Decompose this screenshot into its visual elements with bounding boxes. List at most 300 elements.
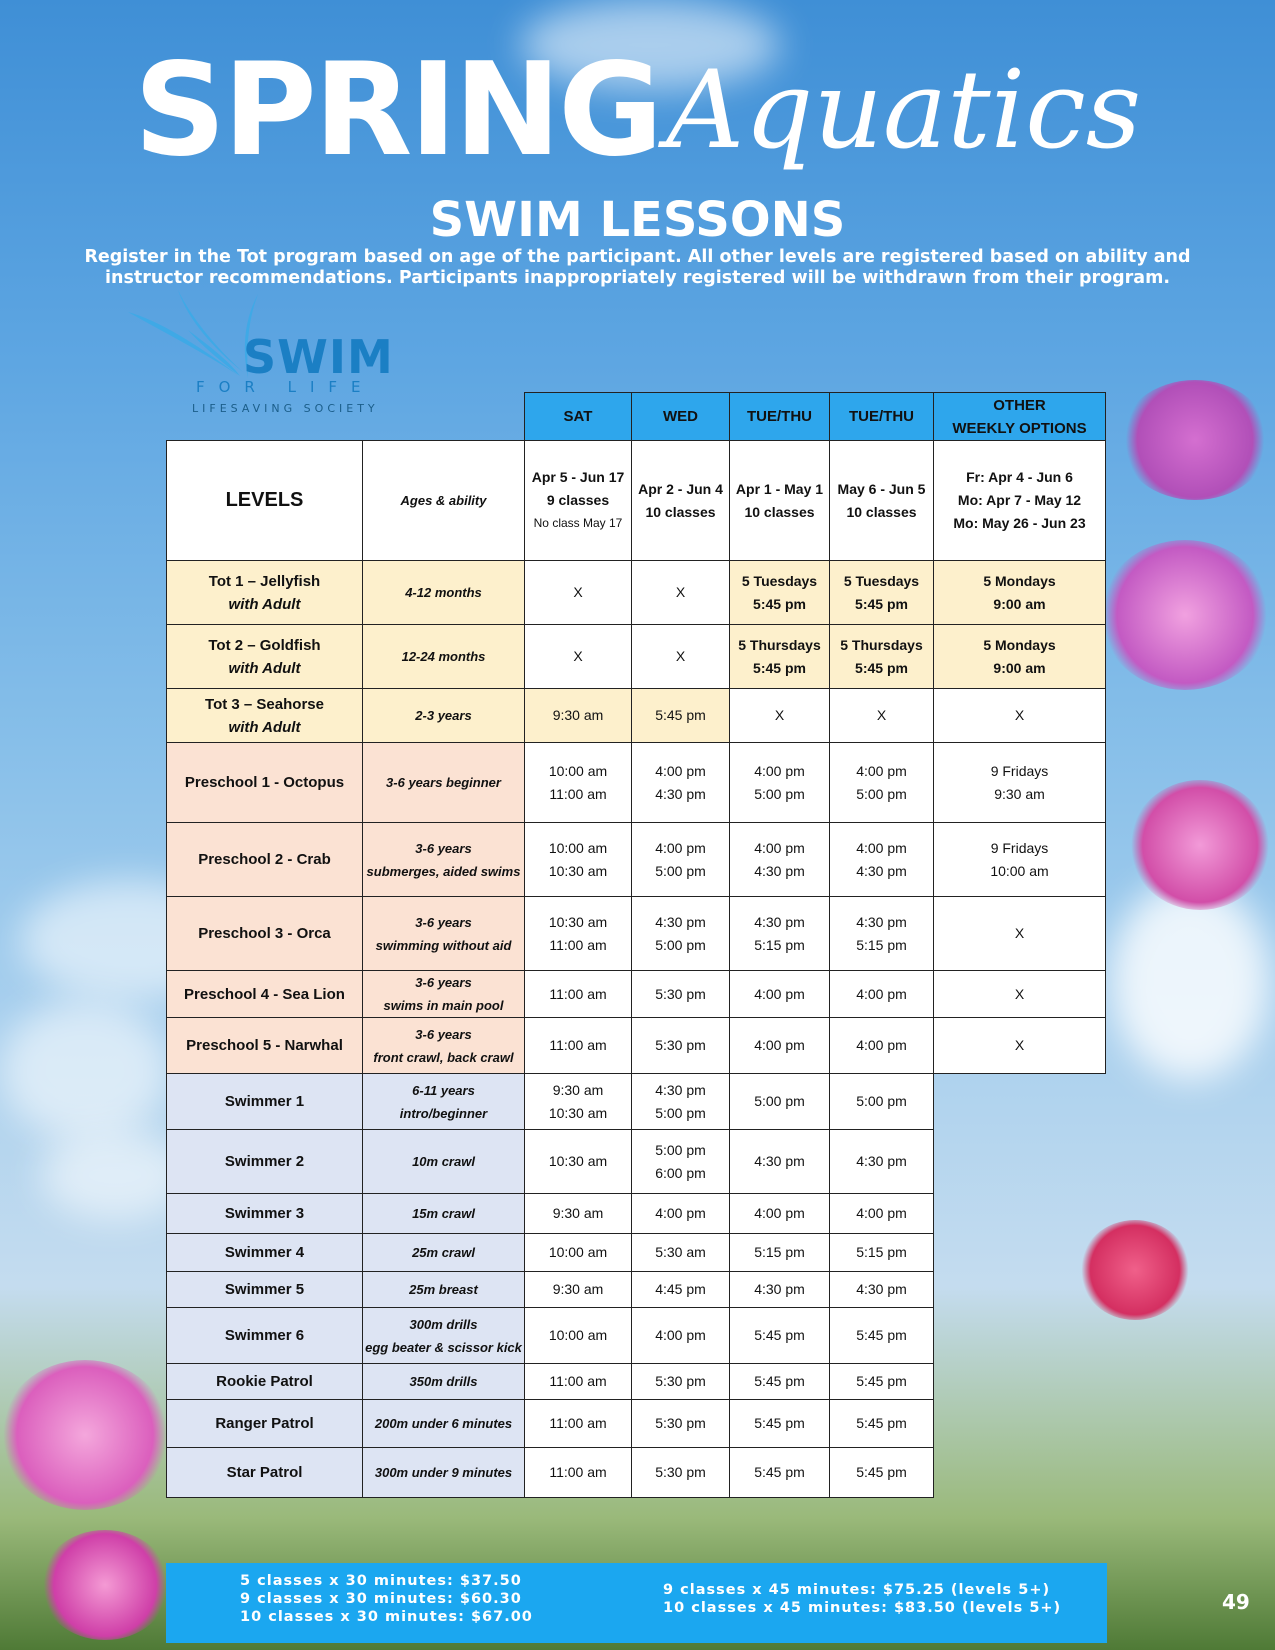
tuethu-1-time (730, 1448, 830, 1498)
level-ages-line: swimming without aid (375, 937, 512, 953)
level-name (167, 1130, 363, 1194)
level-name-line: Preschool 4 - Sea Lion (184, 985, 345, 1003)
tuethu-2-time-line: X (876, 707, 887, 723)
tuethu-2-time-line: 5:45 pm (856, 1464, 907, 1480)
other-time (934, 897, 1106, 971)
tuethu-1-time (730, 1400, 830, 1448)
other-time (934, 971, 1106, 1018)
table-row (167, 1272, 1106, 1308)
tuethu-2-time (830, 1272, 934, 1308)
tuethu-1-time (730, 625, 830, 689)
wed-time-line: 5:00 pm (655, 1104, 706, 1121)
level-ages-line: intro/beginner (399, 1105, 488, 1121)
other-time-line: X (1014, 925, 1025, 941)
level-ages-line: 3-6 years (415, 975, 472, 990)
session-dates-line: Apr 2 - Jun 4 (638, 480, 723, 497)
level-ages (363, 689, 525, 743)
wed-time (632, 1130, 730, 1194)
tuethu-2-time-line: 5 Tuesdays (843, 572, 920, 589)
tuethu-2-time-line: 5:45 pm (856, 1373, 907, 1389)
tuethu-2-time (830, 971, 934, 1018)
pricing-30-min (240, 1572, 533, 1626)
tuethu-2-time-line: 4:00 pm (856, 1205, 907, 1221)
level-ages-line: 3-6 years (415, 1026, 472, 1042)
level-ages (363, 1130, 525, 1194)
tuethu-2-time-line: 4:30 pm (856, 913, 907, 930)
column-header-line: TUE/THU (849, 408, 914, 425)
sat-time-line: 11:00 am (549, 1373, 607, 1389)
wed-time (632, 561, 730, 625)
wed-time-line: 6:00 pm (655, 1164, 706, 1181)
price-line: 10 classes x 45 minutes: $83.50 (levels 5+) (663, 1600, 1062, 1616)
tuethu-1-time (730, 561, 830, 625)
pricing-banner (166, 1563, 1107, 1643)
price-line: 10 classes x 30 minutes: $67.00 (240, 1609, 533, 1625)
ages-header-line: Ages & ability (400, 493, 487, 508)
sat-time (525, 971, 632, 1018)
level-ages (363, 971, 525, 1018)
tuethu-1-time (730, 1308, 830, 1364)
wed-time-line: 5:00 pm (655, 936, 706, 953)
tuethu-2-time (830, 1400, 934, 1448)
session-dates (730, 441, 830, 561)
table-row (167, 561, 1106, 625)
tuethu-1-time-line: 5:45 pm (754, 1327, 805, 1343)
column-header-other-line: WEEKLY OPTIONS (952, 419, 1087, 437)
tuethu-1-time (730, 971, 830, 1018)
wed-time (632, 971, 730, 1018)
tuethu-2-time-line: 5:45 pm (856, 1327, 907, 1343)
level-name-line: Swimmer 5 (224, 1281, 305, 1298)
tuethu-1-time-line: 5:45 pm (754, 1464, 805, 1480)
other-time-line: X (1014, 985, 1025, 1002)
tuethu-2-time-line: 4:00 pm (856, 1037, 907, 1053)
sat-time-line: 11:00 am (549, 936, 607, 953)
level-name (167, 823, 363, 897)
level-name-line: Preschool 5 - Narwhal (186, 1037, 343, 1054)
level-ages-line: 6-11 years (412, 1082, 475, 1098)
tuethu-1-time (730, 689, 830, 743)
column-header (730, 393, 830, 441)
level-ages-line: 3-6 years beginner (386, 775, 501, 790)
level-ages-line: 300m drills (409, 1316, 478, 1332)
tuethu-1-time (730, 1234, 830, 1272)
level-name (167, 1272, 363, 1308)
session-dates-line: 10 classes (645, 503, 716, 520)
sat-time-line: 10:30 am (548, 1104, 608, 1121)
wed-time (632, 1364, 730, 1400)
level-name-line: Ranger Patrol (215, 1415, 314, 1432)
tuethu-1-time-line: 4:30 pm (754, 1153, 805, 1169)
session-dates (632, 441, 730, 561)
level-ages (363, 1400, 525, 1448)
levels-header (167, 441, 363, 561)
tuethu-2-time (830, 689, 934, 743)
sat-time-line: 9:30 am (552, 1205, 604, 1221)
wed-time-line: 4:30 pm (655, 785, 706, 802)
session-dates-line: Apr 5 - Jun 17 (531, 469, 625, 485)
level-ages (363, 743, 525, 823)
level-ages-line: egg beater & scissor kick (365, 1339, 522, 1355)
table-row (167, 1074, 1106, 1130)
tuethu-2-time (830, 1448, 934, 1498)
tuethu-2-time-line: 5:00 pm (856, 1093, 907, 1109)
wed-time-line: 4:30 pm (655, 913, 706, 930)
table-row (167, 1018, 1106, 1074)
session-dates-line: Mo: May 26 - Jun 23 (953, 515, 1086, 531)
pricing-45-min (663, 1581, 1061, 1617)
level-ages-line: 350m drills (409, 1374, 478, 1389)
other-time-line: 5 Mondays (983, 572, 1056, 589)
wed-time-line: 5:30 pm (655, 985, 706, 1002)
wed-time-line: 4:00 pm (655, 762, 706, 779)
sat-time-line: 11:00 am (549, 1415, 607, 1431)
wed-time-line: 5:30 pm (655, 1037, 706, 1053)
session-dates-line: Apr 1 - May 1 (735, 480, 824, 497)
wed-time-line: 4:00 pm (655, 1205, 706, 1221)
other-time (934, 689, 1106, 743)
sat-time (525, 1234, 632, 1272)
wed-time-line: X (675, 584, 686, 600)
tuethu-2-time (830, 1194, 934, 1234)
sat-time-line: X (573, 584, 583, 600)
tuethu-1-time (730, 1272, 830, 1308)
level-ages-line: 12-24 months (401, 649, 486, 664)
tuethu-1-time (730, 1130, 830, 1194)
table-row (167, 625, 1106, 689)
tuethu-2-time-line: 5:45 pm (855, 595, 908, 612)
tuethu-2-time-line: 5 Thursdays (840, 636, 923, 653)
sat-time-line: 9:30 am (552, 707, 604, 723)
tuethu-1-time-line: 4:00 pm (754, 839, 805, 856)
tuethu-2-time-line: 5:15 pm (856, 936, 907, 953)
wed-time-line: 4:00 pm (655, 1327, 706, 1343)
table-row (167, 897, 1106, 971)
tuethu-1-time-line: 4:00 pm (754, 762, 805, 779)
table-row (167, 1448, 1106, 1498)
session-dates-line: Mo: Apr 7 - May 12 (957, 492, 1082, 508)
table-row (167, 1234, 1106, 1272)
level-ages (363, 1364, 525, 1400)
other-empty (934, 1448, 1106, 1498)
sat-time-line: 9:30 am (552, 1081, 604, 1098)
sat-time (525, 1074, 632, 1130)
sat-time (525, 561, 632, 625)
session-dates-line: 10 classes (744, 503, 815, 520)
tuethu-1-time-line: 4:30 pm (754, 862, 805, 879)
other-time (934, 1018, 1106, 1074)
session-dates-line: No class May 17 (533, 516, 623, 530)
tuethu-2-time (830, 897, 934, 971)
section-subtitle: SWIM LESSONS (429, 192, 846, 248)
level-ages-line: 3-6 years (415, 914, 472, 930)
tuethu-1-time-line: 4:00 pm (754, 1205, 805, 1221)
tuethu-2-time (830, 1018, 934, 1074)
level-name (167, 1448, 363, 1498)
tuethu-1-time-line: 5:45 pm (754, 1373, 805, 1389)
sat-time (525, 689, 632, 743)
price-line: 9 classes x 30 minutes: $60.30 (240, 1591, 522, 1607)
tuethu-2-time (830, 561, 934, 625)
sat-time-line: 11:00 am (549, 1037, 607, 1053)
tuethu-1-time-line: 5:45 pm (753, 595, 806, 612)
sat-time (525, 625, 632, 689)
level-name-line: Swimmer 3 (224, 1205, 305, 1222)
price-line: 5 classes x 30 minutes: $37.50 (240, 1573, 522, 1589)
tuethu-1-time (730, 823, 830, 897)
intro-text: Register in the Tot program based on age of the participant. All other levels are registered based on ability and instructor recommendations. Participants inappropriately registered will be withdrawn from their program. (84, 247, 1191, 288)
sat-time (525, 897, 632, 971)
tuethu-2-time (830, 823, 934, 897)
tuethu-2-time-line: 4:30 pm (856, 1153, 907, 1169)
logo-swim-text: SWIM (243, 330, 394, 384)
tuethu-1-time (730, 1194, 830, 1234)
level-ages (363, 1308, 525, 1364)
wed-time (632, 1018, 730, 1074)
swim-schedule-table (166, 392, 1106, 1498)
level-name-line: with Adult (228, 595, 301, 613)
header-spacer-levels (167, 393, 363, 441)
tuethu-2-time-line: 5:15 pm (856, 1244, 907, 1260)
level-name (167, 1234, 363, 1272)
other-empty (934, 1400, 1106, 1448)
other-empty (934, 1364, 1106, 1400)
other-empty (934, 1308, 1106, 1364)
level-name-line: with Adult (228, 718, 301, 736)
tuethu-1-time-line: 4:30 pm (754, 1281, 805, 1297)
other-time (934, 743, 1106, 823)
level-ages (363, 561, 525, 625)
level-ages-line: submerges, aided swims (366, 863, 521, 879)
session-dates (934, 441, 1106, 561)
tuethu-1-time-line: 5:00 pm (754, 785, 805, 802)
tuethu-1-time-line: 4:00 pm (754, 985, 805, 1002)
tuethu-1-time-line: 5 Thursdays (738, 636, 821, 653)
level-ages-line: 300m under 9 minutes (374, 1465, 513, 1480)
level-name-line: Swimmer 4 (224, 1244, 305, 1261)
level-ages-line: 25m crawl (412, 1245, 475, 1260)
tuethu-2-time-line: 4:30 pm (856, 862, 907, 879)
other-empty (934, 1130, 1106, 1194)
level-name (167, 1308, 363, 1364)
level-name (167, 897, 363, 971)
sat-time-line: 10:00 am (548, 839, 608, 856)
column-header (830, 393, 934, 441)
tuethu-1-time-line: 5:00 pm (754, 1093, 805, 1109)
level-name-line: Preschool 2 - Crab (198, 851, 331, 868)
column-header-other-line: OTHER (993, 396, 1046, 414)
sat-time (525, 1448, 632, 1498)
level-name-line: Preschool 1 - Octopus (184, 774, 345, 791)
sat-time (525, 1400, 632, 1448)
tuethu-1-time-line: 5:45 pm (753, 659, 806, 676)
wed-time-line: 4:00 pm (655, 839, 706, 856)
wed-time (632, 1194, 730, 1234)
level-ages (363, 897, 525, 971)
tuethu-1-time (730, 1018, 830, 1074)
table-row (167, 1364, 1106, 1400)
tuethu-1-time-line: 5:15 pm (754, 936, 805, 953)
wed-time-line: 5:00 pm (655, 862, 706, 879)
tuethu-2-time (830, 743, 934, 823)
table-row (167, 971, 1106, 1018)
price-line: 9 classes x 45 minutes: $75.25 (levels 5+) (663, 1582, 1051, 1598)
other-time (934, 823, 1106, 897)
other-time-line: X (1014, 707, 1025, 723)
tuethu-2-time-line: 5:00 pm (856, 785, 907, 802)
other-time-line: X (1014, 1037, 1025, 1053)
tuethu-2-time (830, 1234, 934, 1272)
wed-time-line: 5:00 pm (655, 1141, 706, 1158)
tuethu-1-time (730, 743, 830, 823)
other-empty (934, 1272, 1106, 1308)
splash-icon (118, 290, 258, 380)
level-ages (363, 1074, 525, 1130)
level-ages (363, 1448, 525, 1498)
other-time (934, 561, 1106, 625)
level-ages-line: 10m crawl (412, 1154, 475, 1169)
level-ages (363, 1234, 525, 1272)
sat-time (525, 1308, 632, 1364)
wed-time-line: 5:45 pm (655, 707, 706, 723)
sat-time (525, 1130, 632, 1194)
wed-time (632, 897, 730, 971)
wed-time-line: 5:30 pm (655, 1373, 706, 1389)
table-row (167, 1400, 1106, 1448)
other-time-line: 10:00 am (990, 862, 1049, 879)
level-ages-line: 3-6 years (415, 840, 472, 856)
tuethu-1-time-line: 4:00 pm (754, 1037, 805, 1053)
tuethu-2-time-line: 4:00 pm (856, 839, 907, 856)
tuethu-1-time-line: 5:45 pm (754, 1415, 805, 1431)
level-ages-line: swims in main pool (383, 998, 504, 1013)
sat-time-line: 10:30 am (548, 862, 608, 879)
level-name (167, 1400, 363, 1448)
wed-time-line: 5:30 am (655, 1244, 706, 1260)
sat-time-line: 11:00 am (549, 985, 607, 1002)
tuethu-1-time (730, 897, 830, 971)
level-name-line: Rookie Patrol (216, 1373, 313, 1390)
wed-time (632, 823, 730, 897)
session-dates (525, 441, 632, 561)
logo-tagline: FOR LIFE (196, 378, 375, 396)
level-ages (363, 625, 525, 689)
wed-time (632, 1448, 730, 1498)
level-ages-line: 15m crawl (412, 1206, 475, 1221)
table-row (167, 689, 1106, 743)
level-name-line: Preschool 3 - Orca (198, 925, 331, 942)
session-dates-line: 10 classes (846, 503, 917, 520)
sat-time (525, 1194, 632, 1234)
level-name-line: with Adult (228, 659, 301, 677)
level-ages-line: 25m breast (409, 1282, 478, 1297)
wed-time (632, 1400, 730, 1448)
page-number: 49 (1222, 1590, 1250, 1614)
header-spacer-ages (363, 393, 525, 441)
level-name (167, 1364, 363, 1400)
sat-time-line: 10:30 am (548, 1153, 608, 1169)
other-empty (934, 1074, 1106, 1130)
session-dates-line: Fr: Apr 4 - Jun 6 (966, 469, 1073, 485)
level-name (167, 625, 363, 689)
table-row (167, 743, 1106, 823)
wed-time (632, 625, 730, 689)
level-ages-line: 4-12 months (405, 585, 482, 600)
session-dates (830, 441, 934, 561)
tuethu-2-time (830, 1074, 934, 1130)
other-empty (934, 1194, 1106, 1234)
level-name-line: Tot 2 – Goldfish (208, 636, 321, 654)
level-name-line: Swimmer 1 (224, 1093, 305, 1110)
other-time (934, 625, 1106, 689)
table-row (167, 1130, 1106, 1194)
level-ages-line: 200m under 6 minutes (374, 1416, 513, 1431)
other-empty (934, 1234, 1106, 1272)
wed-time (632, 1272, 730, 1308)
sat-time-line: 10:00 am (548, 1244, 608, 1260)
level-ages (363, 823, 525, 897)
title-aquatics: Aquatics (666, 48, 1142, 173)
table-row (167, 823, 1106, 897)
session-dates-line: 9 classes (546, 492, 610, 508)
table-row (167, 1194, 1106, 1234)
sat-time (525, 1364, 632, 1400)
wed-time-line: 4:30 pm (655, 1081, 706, 1098)
tuethu-1-time-line: 5 Tuesdays (741, 572, 818, 589)
column-header-line: WED (663, 408, 698, 425)
level-ages-line: 2-3 years (415, 708, 472, 723)
tuethu-2-time-line: 5:45 pm (855, 659, 908, 676)
level-name (167, 743, 363, 823)
tuethu-1-time-line: X (774, 707, 785, 723)
column-header (632, 393, 730, 441)
wed-time-line: 5:30 pm (655, 1464, 706, 1480)
wed-time (632, 1074, 730, 1130)
wed-time-line: X (675, 648, 686, 664)
level-name-line: Tot 3 – Seahorse (205, 695, 324, 713)
level-ages (363, 1018, 525, 1074)
sat-time-line: X (573, 648, 583, 664)
sat-time-line: 11:00 am (549, 1464, 607, 1480)
column-header-other (934, 393, 1106, 441)
table-row (167, 1308, 1106, 1364)
level-name-line: Star Patrol (226, 1464, 303, 1481)
other-time-line: 5 Mondays (983, 636, 1056, 653)
wed-time (632, 743, 730, 823)
tuethu-2-time (830, 625, 934, 689)
page-title (0, 36, 1275, 185)
sat-time (525, 743, 632, 823)
level-name-line: Swimmer 2 (224, 1153, 305, 1170)
level-name-line: Tot 1 – Jellyfish (208, 572, 321, 590)
sat-time-line: 10:30 am (548, 913, 608, 930)
wed-time-line: 4:45 pm (655, 1281, 706, 1297)
tuethu-1-time-line: 5:15 pm (754, 1244, 805, 1260)
other-time-line: 9:00 am (993, 595, 1046, 612)
sat-time-line: 9:30 am (552, 1281, 604, 1297)
level-name (167, 689, 363, 743)
level-name (167, 1194, 363, 1234)
level-ages (363, 1194, 525, 1234)
sat-time (525, 1018, 632, 1074)
sat-time-line: 10:00 am (548, 762, 608, 779)
wed-time-line: 5:30 pm (655, 1415, 706, 1431)
sat-time-line: 11:00 am (549, 785, 607, 802)
level-name (167, 1018, 363, 1074)
tuethu-2-time (830, 1308, 934, 1364)
tuethu-2-time-line: 4:00 pm (856, 985, 907, 1002)
tuethu-1-time (730, 1074, 830, 1130)
